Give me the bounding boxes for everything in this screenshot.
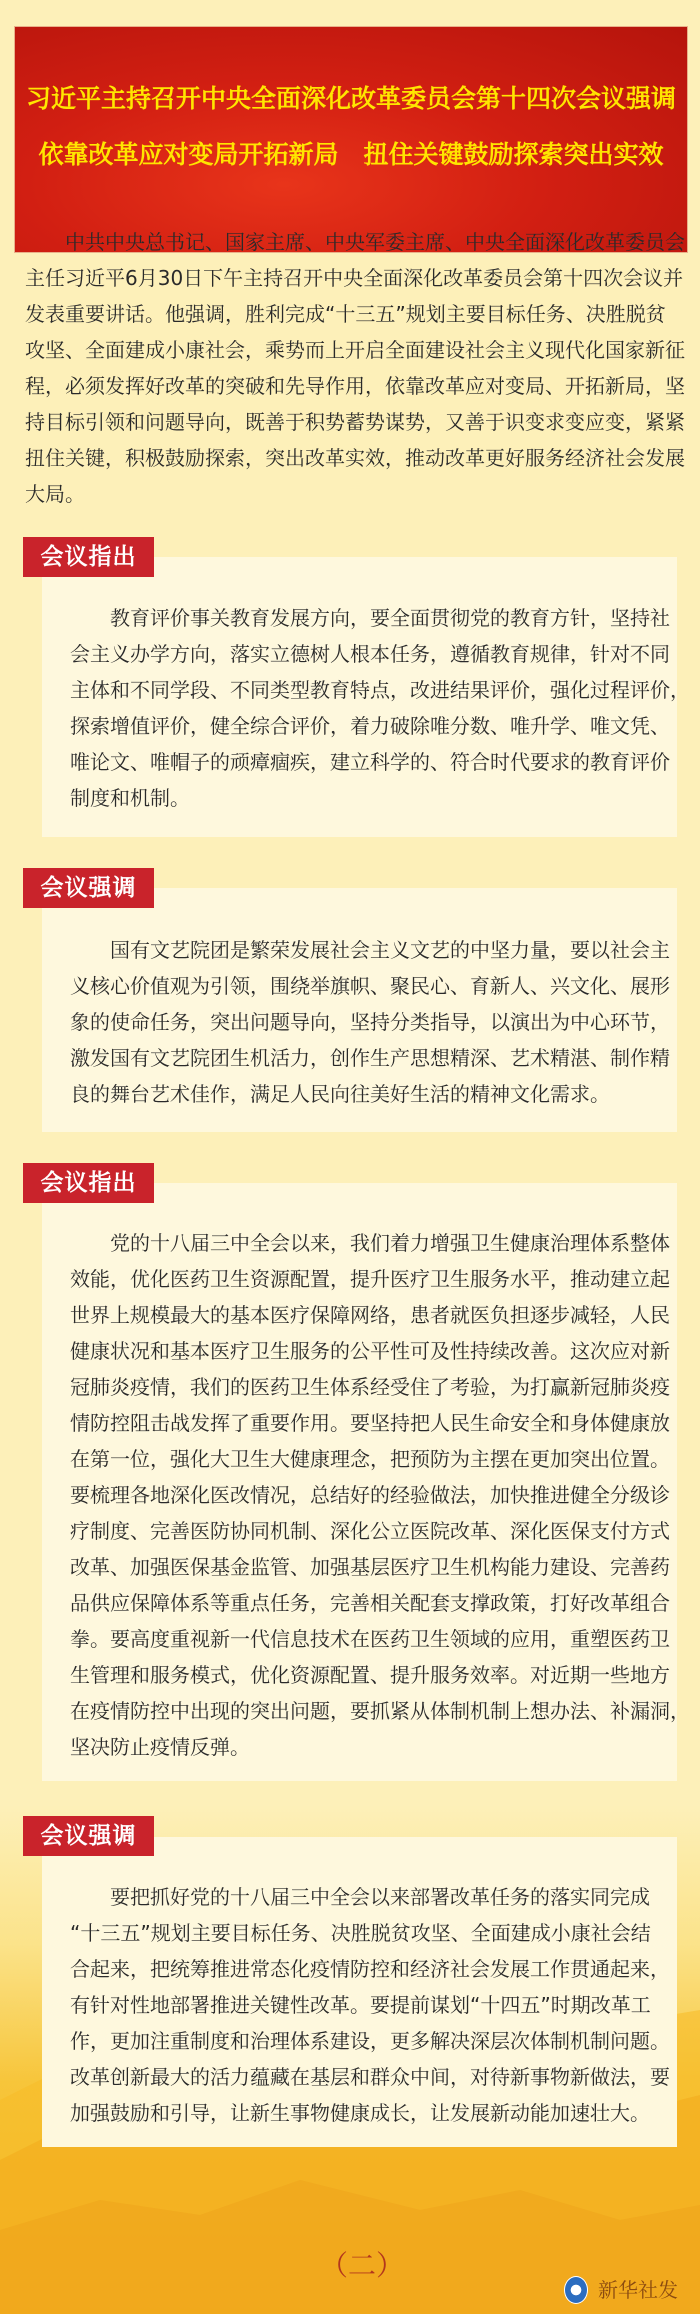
paragraph-line: 加强鼓励和引导，让新生事物健康成长，让发展新动能加速壮大。	[70, 2101, 650, 2125]
paragraph-line: 要把抓好党的十八届三中全会以来部署改革任务的落实同完成	[70, 1885, 650, 1909]
paragraph-line: 教育评价事关教育发展方向，要全面贯彻党的教育方针，坚持社	[70, 606, 670, 630]
section-tag: 会议指出	[23, 537, 154, 577]
section-tag: 会议强调	[23, 1816, 154, 1856]
intro-line: 攻坚、全面建成小康社会，乘势而上开启全面建设社会主义现代化国家新征	[25, 338, 685, 362]
paragraph-line: 主体和不同学段、不同类型教育特点，改进结果评价，强化过程评价，	[70, 678, 690, 702]
section-paragraph	[70, 1879, 670, 2131]
paragraph-line: 坚决防止疫情反弹。	[70, 1735, 250, 1759]
section-paragraph	[70, 1225, 690, 1765]
paragraph-line: 探索增值评价，健全综合评价，着力破除唯分数、唯升学、唯文凭、	[70, 714, 670, 738]
paragraph-line: 党的十八届三中全会以来，我们着力增强卫生健康治理体系整体	[70, 1231, 670, 1255]
section-paragraph	[70, 932, 670, 1112]
title-line-2: 依靠改革应对变局开拓新局 扭住关键鼓励探索突出实效	[38, 140, 664, 169]
paragraph-line: 情防控阻击战发挥了重要作用。要坚持把人民生命安全和身体健康放	[70, 1411, 670, 1435]
paragraph-line: 品供应保障体系等重点任务，完善相关配套支撑政策，打好改革组合	[70, 1591, 670, 1615]
paragraph-line: 激发国有文艺院团生机活力，创作生产思想精深、艺术精湛、制作精	[70, 1046, 670, 1070]
intro-line: 持目标引领和问题导向，既善于积势蓄势谋势，又善于识变求变应变，紧紧	[25, 410, 685, 434]
paragraph-line: 效能，优化医药卫生资源配置，提升医疗卫生服务水平，推动建立起	[70, 1267, 670, 1291]
page-number: （二）	[320, 2249, 405, 2282]
paragraph-line: “十三五”规划主要目标任务、决胜脱贫攻坚、全面建成小康社会结	[70, 1921, 651, 1945]
paragraph-line: 在第一位，强化大卫生大健康理念，把预防为主摆在更加突出位置。	[70, 1447, 670, 1471]
intro-line: 大局。	[25, 482, 85, 506]
intro-line: 程，必须发挥好改革的突破和先导作用，依靠改革应对变局、开拓新局，坚	[25, 374, 685, 398]
paragraph-line: 国有文艺院团是繁荣发展社会主义文艺的中坚力量，要以社会主	[70, 938, 670, 962]
paragraph-line: 合起来，把统筹推进常态化疫情防控和经济社会发展工作贯通起来，	[70, 1957, 670, 1981]
intro-line: 主任习近平6月30日下午主持召开中央全面深化改革委员会第十四次会议并	[25, 266, 684, 290]
paragraph-line: 良的舞台艺术佳作，满足人民向往美好生活的精神文化需求。	[70, 1082, 610, 1106]
paragraph-line: 在疫情防控中出现的突出问题，要抓紧从体制机制上想办法、补漏洞，	[70, 1699, 690, 1723]
section-paragraph	[70, 600, 690, 816]
paragraph-line: 唯论文、唯帽子的顽瘴痼疾，建立科学的、符合时代要求的教育评价	[70, 750, 670, 774]
title-line-1: 习近平主持召开中央全面深化改革委员会第十四次会议强调	[25, 84, 676, 113]
section-tag: 会议指出	[23, 1163, 154, 1203]
paragraph-line: 有针对性地部署推进关键性改革。要提前谋划“十四五”时期改革工	[70, 1993, 651, 2017]
paragraph-line: 拳。要高度重视新一代信息技术在医药卫生领域的应用，重塑医药卫	[70, 1627, 670, 1651]
paragraph-line: 疗制度、完善医防协同机制、深化公立医院改革、深化医保支付方式	[70, 1519, 670, 1543]
paragraph-line: 冠肺炎疫情，我们的医药卫生体系经受住了考验，为打赢新冠肺炎疫	[70, 1375, 670, 1399]
paragraph-line: 会主义办学方向，落实立德树人根本任务，遵循教育规律，针对不同	[70, 642, 670, 666]
paragraph-line: 生管理和服务模式，优化资源配置、提升服务效率。对近期一些地方	[70, 1663, 670, 1687]
intro-line: 扭住关键，积极鼓励探索，突出改革实效，推动改革更好服务经济社会发展	[25, 446, 685, 470]
agency-credit: 新华社发	[598, 2278, 678, 2302]
section-tag: 会议强调	[23, 868, 154, 908]
paragraph-line: 制度和机制。	[70, 786, 190, 810]
paragraph-line: 义核心价值观为引领，围绕举旗帜、聚民心、育新人、兴文化、展形	[70, 974, 670, 998]
paragraph-line: 改革、加强医保基金监管、加强基层医疗卫生机构能力建设、完善药	[70, 1555, 670, 1579]
intro-paragraph	[25, 224, 685, 512]
paragraph-line: 要梳理各地深化医改情况，总结好的经验做法，加快推进健全分级诊	[70, 1483, 670, 1507]
xinhua-logo-icon	[564, 2276, 588, 2304]
paragraph-line: 健康状况和基本医疗卫生服务的公平性可及性持续改善。这次应对新	[70, 1339, 670, 1363]
paragraph-line: 世界上规模最大的基本医疗保障网络，患者就医负担逐步减轻，人民	[70, 1303, 670, 1327]
paragraph-line: 改革创新最大的活力蕴藏在基层和群众中间，对待新事物新做法，要	[70, 2065, 670, 2089]
intro-line: 发表重要讲话。他强调，胜利完成“十三五”规划主要目标任务、决胜脱贫	[25, 302, 666, 326]
paragraph-line: 象的使命任务，突出问题导向，坚持分类指导，以演出为中心环节，	[70, 1010, 670, 1034]
paragraph-line: 作，更加注重制度和治理体系建设，更多解决深层次体制机制问题。	[70, 2029, 670, 2053]
title-banner	[14, 26, 688, 253]
intro-line: 中共中央总书记、国家主席、中央军委主席、中央全面深化改革委员会	[25, 230, 685, 254]
